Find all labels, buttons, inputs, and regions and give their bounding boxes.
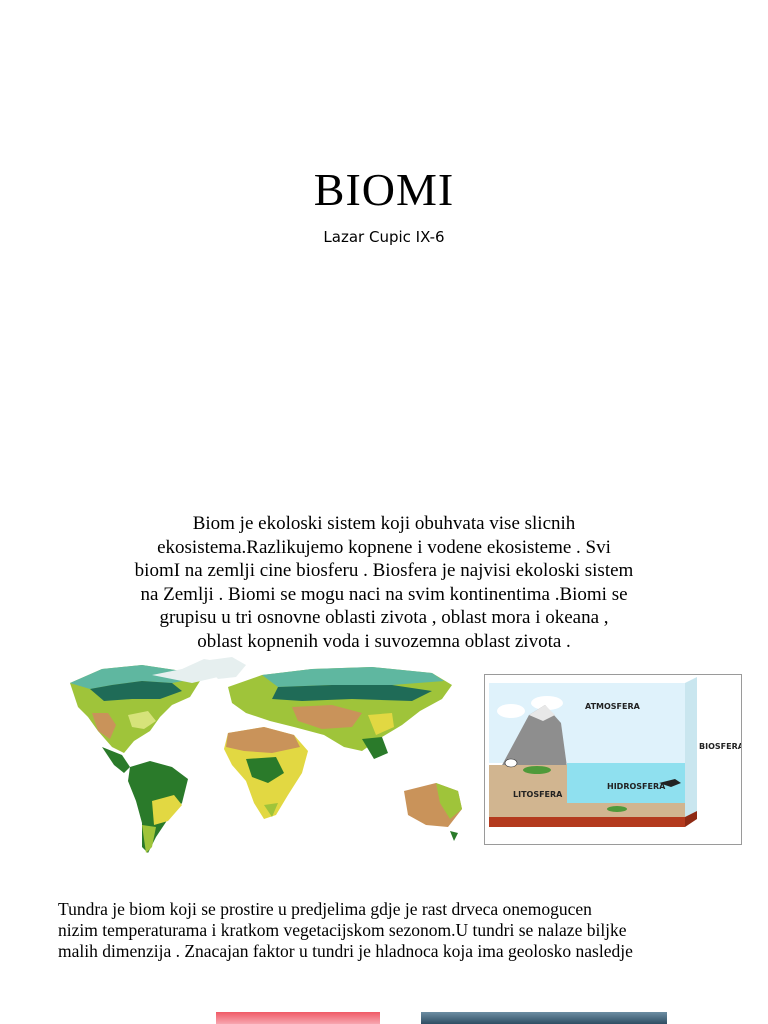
tundra-line: nizim temperaturama i kratkom vegetacijskom sezonom.U tundri se nalaze biljke bbox=[58, 920, 627, 940]
south-america bbox=[128, 761, 188, 853]
tundra-paragraph bbox=[58, 899, 738, 962]
intro-line: biomI na zemlji cine biosferu . Biosfera je najvisi ekoloski sistem bbox=[134, 560, 634, 581]
intro-paragraph bbox=[90, 512, 678, 653]
tundra-line: Tundra je biom koji se prostire u predjelima gdje je rast drveca onemogucen bbox=[58, 899, 592, 919]
intro-line: na Zemlji . Biomi se mogu naci na svim kontinentima .Biomi se bbox=[140, 583, 628, 605]
biosfera-label: BIOSFERA bbox=[699, 742, 741, 751]
biosphere-diagram-graphic bbox=[485, 675, 741, 844]
hidrosfera-label: HIDROSFERA bbox=[607, 782, 666, 791]
slide-title: BIOMI bbox=[313, 164, 455, 215]
litosfera-label: LITOSFERA bbox=[513, 790, 563, 799]
atmosfera-label: ATMOSFERA bbox=[585, 702, 640, 711]
north-america bbox=[70, 659, 228, 773]
intro-line: oblast kopnenih voda i suvozemna oblast zivota . bbox=[197, 630, 571, 652]
intro-line: Biom je ekoloski sistem koji obuhvata vise slicnih bbox=[192, 513, 576, 534]
bottom-image-left bbox=[216, 1012, 380, 1024]
intro-line: ekosistema.Razlikujemo kopnene i vodene ekosisteme . Svi bbox=[157, 536, 611, 558]
bottom-image-right bbox=[421, 1012, 667, 1024]
author-line: Lazar Cupic IX-6 bbox=[323, 228, 445, 246]
australia bbox=[404, 783, 462, 841]
africa bbox=[224, 727, 308, 819]
tundra-line: malih dimenzija . Znacajan faktor u tundri je hladnoca koja ima geolosko nasledje bbox=[58, 941, 633, 961]
intro-line: grupisu u tri osnovne oblasti zivota , oblast mora i okeana , bbox=[159, 607, 609, 628]
world-biome-map bbox=[32, 655, 478, 863]
biosphere-diagram bbox=[484, 674, 742, 845]
